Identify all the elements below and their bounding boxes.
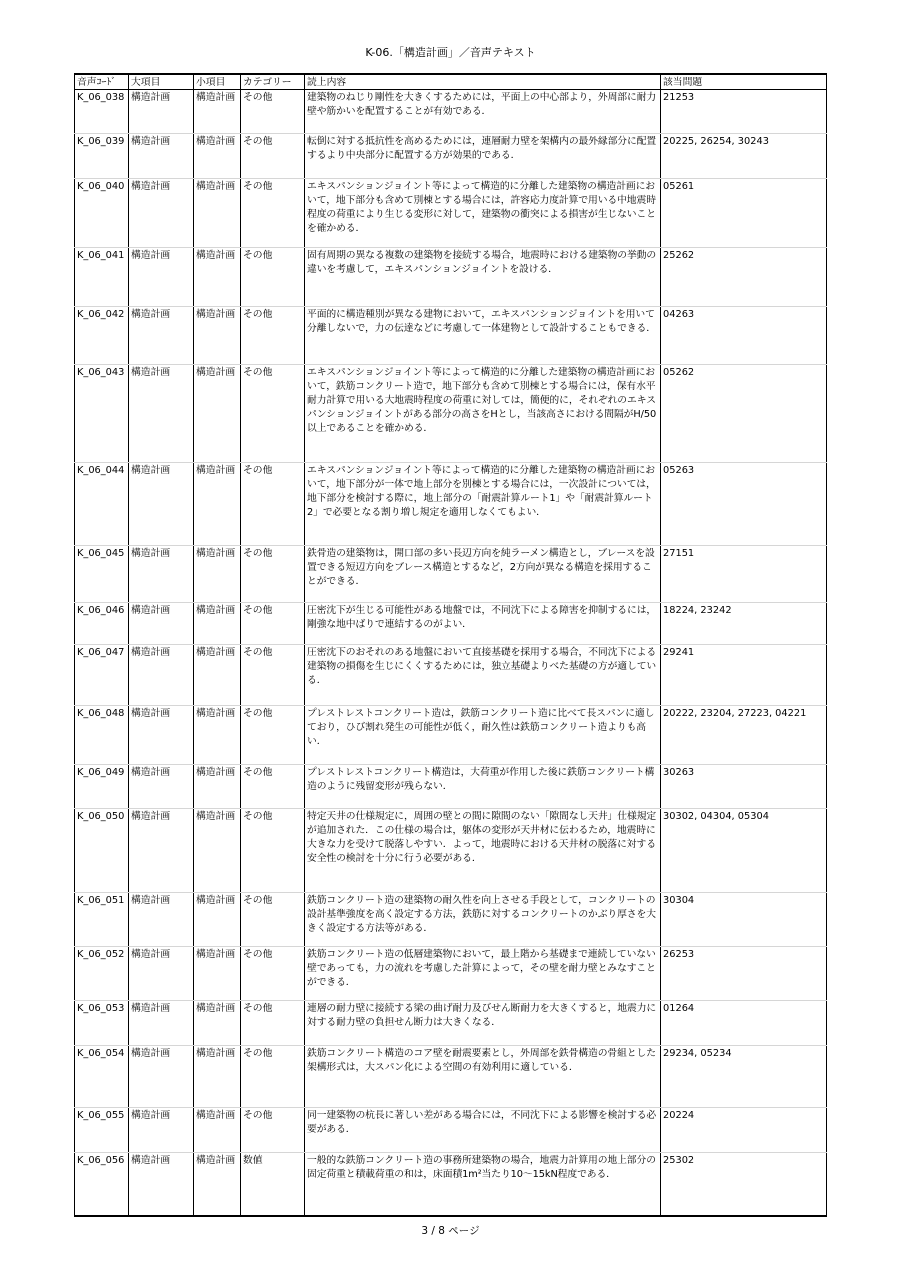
cell-code: K_06_049: [75, 765, 129, 809]
cell-minor: 構造計画: [194, 1046, 241, 1108]
table-row: [75, 1108, 827, 1153]
voice-text-table: [74, 73, 827, 1217]
cell-problems: 29234, 05234: [661, 1046, 827, 1108]
cell-major: 構造計画: [129, 947, 194, 1001]
cell-major: 構造計画: [129, 706, 194, 765]
cell-category: その他: [241, 809, 305, 893]
cell-problems: 18224, 23242: [661, 603, 827, 645]
table-row: [75, 706, 827, 765]
cell-code: K_06_053: [75, 1001, 129, 1046]
cell-category: その他: [241, 1108, 305, 1153]
column-header-code: 音声ｺｰﾄﾞ: [75, 74, 129, 90]
cell-major: 構造計画: [129, 546, 194, 603]
cell-problems: 27151: [661, 546, 827, 603]
cell-category: 数値: [241, 1153, 305, 1216]
cell-category: その他: [241, 546, 305, 603]
cell-category: その他: [241, 603, 305, 645]
cell-code: K_06_052: [75, 947, 129, 1001]
cell-category: その他: [241, 179, 305, 248]
cell-code: K_06_056: [75, 1153, 129, 1216]
cell-minor: 構造計画: [194, 90, 241, 134]
cell-minor: 構造計画: [194, 365, 241, 463]
cell-text: 特定天井の仕様規定に，周囲の壁との間に隙間のない「隙間なし天井」仕様規定が追加された．この仕様の場合は，躯体の変形が天井材に伝わるため，地震時に大きな力を受けて脱落しやすい．よって，地震時における天井材の脱落に対する安全性の検討を十分に行う必要がある．: [305, 809, 661, 893]
cell-code: K_06_050: [75, 809, 129, 893]
cell-category: その他: [241, 1001, 305, 1046]
cell-problems: 21253: [661, 90, 827, 134]
cell-category: その他: [241, 463, 305, 546]
cell-major: 構造計画: [129, 179, 194, 248]
cell-code: K_06_047: [75, 645, 129, 706]
cell-text: 平面的に構造種別が異なる建物において，エキスパンションジョイントを用いて分離しないで，力の伝達などに考慮して一体建物として設計することもできる．: [305, 307, 661, 365]
cell-problems: 29241: [661, 645, 827, 706]
cell-category: その他: [241, 706, 305, 765]
cell-text: エキスパンションジョイント等によって構造的に分離した建築物の構造計画において，鉄筋コンクリート造で，地下部分も含めて別棟とする場合には，保有水平耐力計算で用いる大地震時程度の荷重に対しては，簡便的に，それぞれのエキスパンションジョイントがある部分の高さをHとし，当該高さにおける間隔がH/50以上であることを確かめる．: [305, 365, 661, 463]
cell-problems: 04263: [661, 307, 827, 365]
cell-code: K_06_039: [75, 134, 129, 179]
cell-minor: 構造計画: [194, 248, 241, 307]
table-row: [75, 1046, 827, 1108]
cell-code: K_06_044: [75, 463, 129, 546]
cell-major: 構造計画: [129, 134, 194, 179]
table-row: [75, 765, 827, 809]
cell-problems: 30302, 04304, 05304: [661, 809, 827, 893]
cell-code: K_06_040: [75, 179, 129, 248]
cell-major: 構造計画: [129, 765, 194, 809]
cell-text: プレストレストコンクリート構造は，大荷重が作用した後に鉄筋コンクリート構造のように残留変形が残らない．: [305, 765, 661, 809]
table-row: [75, 809, 827, 893]
cell-category: その他: [241, 134, 305, 179]
cell-minor: 構造計画: [194, 706, 241, 765]
cell-text: 固有周期の異なる複数の建築物を接続する場合，地震時における建築物の挙動の違いを考慮して，エキスパンションジョイントを設ける．: [305, 248, 661, 307]
cell-major: 構造計画: [129, 1153, 194, 1216]
cell-minor: 構造計画: [194, 1108, 241, 1153]
cell-code: K_06_043: [75, 365, 129, 463]
cell-text: 同一建築物の杭長に著しい差がある場合には，不同沈下による影響を検討する必要がある．: [305, 1108, 661, 1153]
cell-minor: 構造計画: [194, 546, 241, 603]
table-row: [75, 248, 827, 307]
cell-category: その他: [241, 248, 305, 307]
cell-code: K_06_038: [75, 90, 129, 134]
column-header-category: カテゴリー: [241, 74, 305, 90]
cell-problems: 01264: [661, 1001, 827, 1046]
column-header-minor: 小項目: [194, 74, 241, 90]
table-row: [75, 1001, 827, 1046]
table-row: [75, 603, 827, 645]
cell-code: K_06_046: [75, 603, 129, 645]
table-row: [75, 463, 827, 546]
cell-code: K_06_041: [75, 248, 129, 307]
cell-text: 建築物のねじり剛性を大きくするためには，平面上の中心部より，外周部に耐力壁や筋かいを配置することが有効である．: [305, 90, 661, 134]
cell-code: K_06_042: [75, 307, 129, 365]
cell-major: 構造計画: [129, 1108, 194, 1153]
cell-problems: 25262: [661, 248, 827, 307]
cell-major: 構造計画: [129, 645, 194, 706]
cell-text: 鉄筋コンクリート造の低層建築物において，最上階から基礎まで連続していない壁であっても，力の流れを考慮した計算によって，その壁を耐力壁とみなすことができる．: [305, 947, 661, 1001]
cell-problems: 26253: [661, 947, 827, 1001]
cell-text: エキスパンションジョイント等によって構造的に分離した建築物の構造計画において，地下部分も含めて別棟とする場合には，許容応力度計算で用いる中地震時程度の荷重により生じる変形に対して，建築物の衝突による損害が生じないことを確かめる．: [305, 179, 661, 248]
cell-category: その他: [241, 765, 305, 809]
table-row: [75, 893, 827, 947]
cell-code: K_06_051: [75, 893, 129, 947]
cell-text: 一般的な鉄筋コンクリート造の事務所建築物の場合，地震力計算用の地上部分の固定荷重と積載荷重の和は，床面積1m²当たり10～15kN程度である．: [305, 1153, 661, 1216]
column-header-problems: 該当問題: [661, 74, 827, 90]
cell-major: 構造計画: [129, 1046, 194, 1108]
cell-minor: 構造計画: [194, 1001, 241, 1046]
cell-text: プレストレストコンクリート造は，鉄筋コンクリート造に比べて長スパンに適しており，ひび割れ発生の可能性が低く，耐久性は鉄筋コンクリート造よりも高い．: [305, 706, 661, 765]
cell-problems: 20222, 23204, 27223, 04221: [661, 706, 827, 765]
cell-problems: 05263: [661, 463, 827, 546]
cell-code: K_06_054: [75, 1046, 129, 1108]
cell-major: 構造計画: [129, 809, 194, 893]
cell-minor: 構造計画: [194, 893, 241, 947]
cell-problems: 05262: [661, 365, 827, 463]
cell-category: その他: [241, 645, 305, 706]
cell-minor: 構造計画: [194, 134, 241, 179]
table-row: [75, 90, 827, 134]
cell-problems: 30304: [661, 893, 827, 947]
table-row: [75, 1153, 827, 1216]
cell-minor: 構造計画: [194, 307, 241, 365]
cell-major: 構造計画: [129, 893, 194, 947]
table-row: [75, 947, 827, 1001]
cell-text: 圧密沈下のおそれのある地盤において直接基礎を採用する場合，不同沈下による建築物の損傷を生じにくくするためには，独立基礎よりべた基礎の方が適している．: [305, 645, 661, 706]
cell-minor: 構造計画: [194, 765, 241, 809]
cell-major: 構造計画: [129, 248, 194, 307]
table-row: [75, 365, 827, 463]
cell-minor: 構造計画: [194, 645, 241, 706]
cell-category: その他: [241, 365, 305, 463]
table-row: [75, 179, 827, 248]
cell-code: K_06_048: [75, 706, 129, 765]
table-row: [75, 307, 827, 365]
cell-text: 鉄骨造の建築物は，開口部の多い長辺方向を純ラーメン構造とし，ブレースを設置できる短辺方向をブレース構造とするなど，2方向が異なる構造を採用することができる．: [305, 546, 661, 603]
cell-major: 構造計画: [129, 307, 194, 365]
cell-problems: 20225, 26254, 30243: [661, 134, 827, 179]
cell-category: その他: [241, 1046, 305, 1108]
table-row: [75, 134, 827, 179]
cell-code: K_06_055: [75, 1108, 129, 1153]
page-title: K-06.「構造計画」／音声テキスト: [365, 46, 536, 59]
table-row: [75, 645, 827, 706]
cell-category: その他: [241, 947, 305, 1001]
cell-major: 構造計画: [129, 463, 194, 546]
cell-text: 鉄筋コンクリート構造のコア壁を耐震要素とし，外周部を鉄骨構造の骨組とした架構形式は，大スパン化による空間の有効利用に適している．: [305, 1046, 661, 1108]
column-header-text: 読上内容: [305, 74, 661, 90]
cell-major: 構造計画: [129, 90, 194, 134]
cell-major: 構造計画: [129, 603, 194, 645]
cell-text: 鉄筋コンクリート造の建築物の耐久性を向上させる手段として，コンクリートの設計基準強度を高く設定する方法，鉄筋に対するコンクリートのかぶり厚さを大きく設定する方法等がある．: [305, 893, 661, 947]
cell-code: K_06_045: [75, 546, 129, 603]
table-header-row: [75, 74, 827, 90]
cell-minor: 構造計画: [194, 603, 241, 645]
table-row: [75, 546, 827, 603]
cell-category: その他: [241, 893, 305, 947]
cell-problems: 30263: [661, 765, 827, 809]
cell-minor: 構造計画: [194, 809, 241, 893]
cell-category: その他: [241, 90, 305, 134]
cell-text: 連層の耐力壁に接続する梁の曲げ耐力及びせん断耐力を大きくすると，地震力に対する耐力壁の負担せん断力は大きくなる．: [305, 1001, 661, 1046]
cell-minor: 構造計画: [194, 179, 241, 248]
cell-minor: 構造計画: [194, 463, 241, 546]
cell-category: その他: [241, 307, 305, 365]
cell-problems: 25302: [661, 1153, 827, 1216]
column-header-major: 大項目: [129, 74, 194, 90]
cell-text: 圧密沈下が生じる可能性がある地盤では，不同沈下による障害を抑制するには，剛強な地中ばりで連結するのがよい．: [305, 603, 661, 645]
page-number: 3 / 8 ページ: [421, 1225, 480, 1237]
cell-text: 転倒に対する抵抗性を高めるためには，連層耐力壁を架構内の最外縁部分に配置するより中央部分に配置する方が効果的である．: [305, 134, 661, 179]
cell-major: 構造計画: [129, 365, 194, 463]
cell-text: エキスパンションジョイント等によって構造的に分離した建築物の構造計画において，地下部分が一体で地上部分を別棟とする場合には，一次設計については，地下部分を検討する際に，地上部分の「耐震計算ルート1」や「耐震計算ルート2」で必要となる割り増し規定を適用しなくてもよい．: [305, 463, 661, 546]
cell-problems: 20224: [661, 1108, 827, 1153]
cell-minor: 構造計画: [194, 947, 241, 1001]
cell-problems: 05261: [661, 179, 827, 248]
cell-major: 構造計画: [129, 1001, 194, 1046]
cell-minor: 構造計画: [194, 1153, 241, 1216]
